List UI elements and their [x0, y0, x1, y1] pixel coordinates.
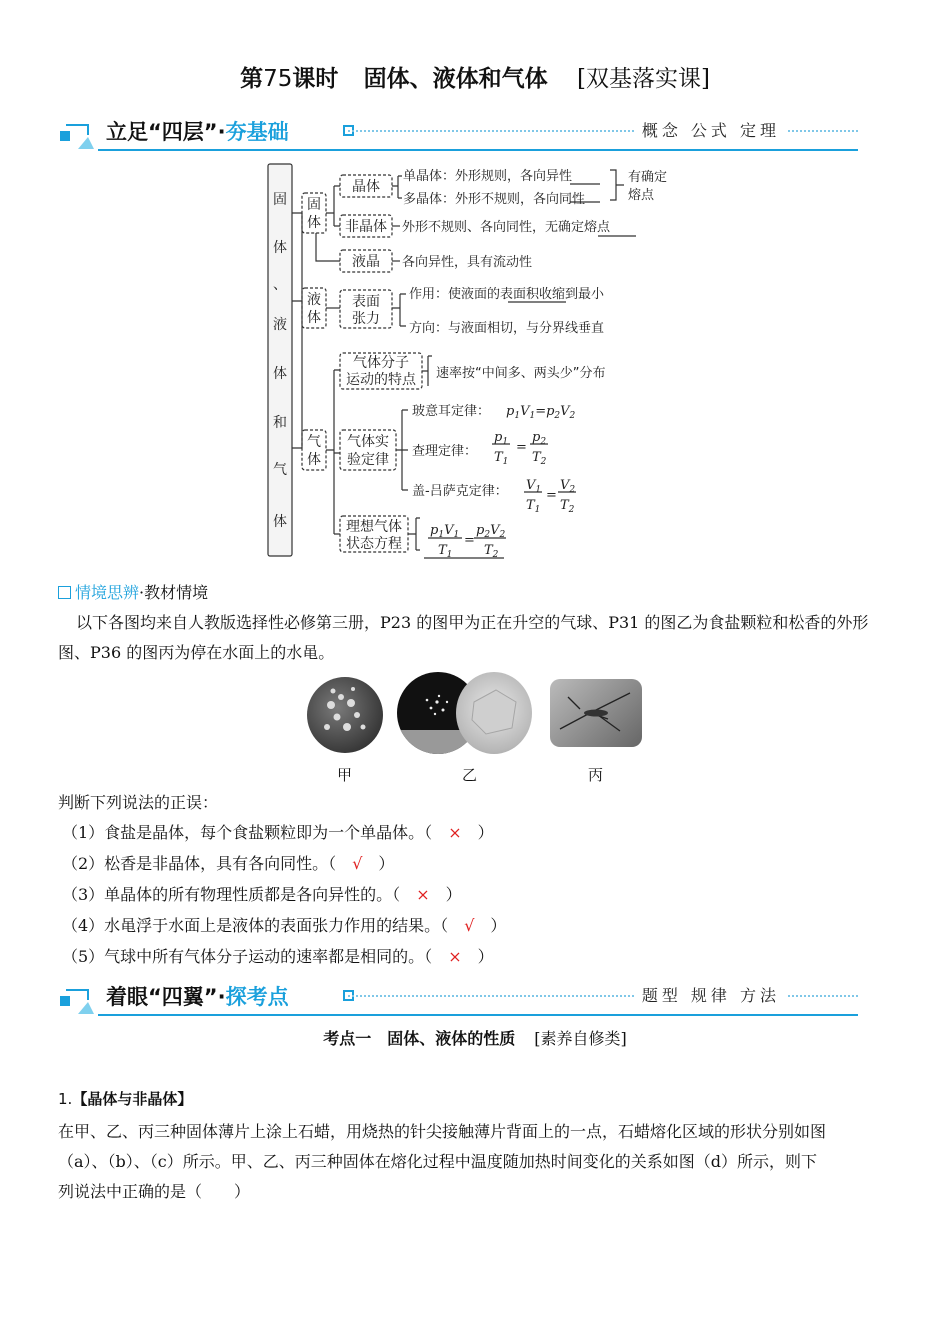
svg-text:=: = [546, 488, 557, 503]
caption-c: 丙 [588, 766, 604, 784]
banner-logo-icon [58, 121, 98, 151]
liquid-crystal-label: 液晶 [352, 254, 380, 270]
context-heading: 情境思辨·教材情境 [58, 580, 208, 603]
gay-lussac-law: 盖-吕萨克定律： [412, 484, 508, 499]
surface-tension-label: 张力 [352, 311, 380, 327]
kaodian-title: 考点一 固体、液体的性质 [素养自修类] [323, 1029, 627, 1048]
root-char: 液 [273, 317, 287, 333]
judge-prompt: 判断下列说法的正误： [58, 793, 219, 812]
solid-label-1: 固 [307, 197, 321, 213]
answer-mark: √ [464, 916, 475, 935]
svg-text:T1: $T_1$ [526, 498, 541, 515]
question-line: （a）、（b）、（c）所示。甲、乙、丙三种固体在熔化过程中温度随加热时间变化的关系如图（d）所示，则下 [58, 1152, 817, 1171]
svg-text:T2: $T_2$ [560, 498, 575, 515]
liquid-crystal-desc: 各向异性，具有流动性 [402, 255, 533, 270]
surface-tension-direction: 方向：与液面相切，与分界线垂直 [409, 321, 605, 336]
question-line: 列说法中正确的是（ ） [58, 1182, 251, 1201]
crystal-label: 晶体 [352, 179, 380, 195]
charles-law: 查理定律： [412, 444, 478, 459]
amorphous-desc: 外形不规则、各向同性，无确定熔点 [402, 220, 611, 235]
boyle-law: 玻意耳定律： [412, 404, 491, 419]
answer-mark: × [416, 885, 430, 904]
judgement-item: （4）水黾浮于水面上是液体的表面张力作用的结果。（ √ ） [62, 916, 507, 935]
svg-text:=: = [464, 533, 475, 548]
boyle-formula: $p_1V_1=p_2V_2$ [506, 404, 576, 421]
gay-lussac-formula: $V_1$ [526, 478, 542, 495]
single-crystal-text: 单晶体：外形规则，各向异性 [403, 169, 573, 184]
page-title: 第75课时 固体、液体和气体 [双基落实课] [240, 66, 710, 92]
caption-a: 甲 [337, 766, 353, 784]
section-title: 着眼“四翼”·探考点 [106, 985, 289, 1009]
liquid-label-1: 液 [307, 292, 321, 308]
ideal-gas-label: 理想气体 [346, 519, 402, 535]
root-char: 体 [273, 366, 287, 382]
root-char: 固 [273, 192, 287, 208]
balloon-picture [307, 677, 383, 753]
svg-text:T2: $T_2$ [484, 543, 499, 560]
gas-motion-label: 气体分子 [353, 355, 409, 371]
answer-mark: × [448, 823, 462, 842]
poly-crystal-text: 多晶体：外形不规则，各向同性 [403, 192, 586, 207]
ideal-gas-formula: $p_1V_1$ [430, 523, 460, 540]
section-title: 立足“四层”·夯基础 [106, 120, 289, 144]
caption-b: 乙 [462, 766, 478, 784]
melting-point-text: 有确定 [628, 170, 668, 185]
svg-text:T2: $T_2$ [532, 450, 547, 467]
judgement-item: （2）松香是非晶体，具有各向同性。（ √ ） [62, 854, 395, 873]
context-intro: 以下各图均来自人教版选择性必修第三册，P23 的图甲为正在升空的气球、P31 的图乙为食盐颗粒和松香的外形图、P36 的图丙为停在水面上的水黾。 [58, 613, 869, 662]
liquid-label-2: 体 [307, 310, 321, 326]
answer-mark: × [448, 947, 462, 966]
svg-text:p2V2: $p_2V_2$ [476, 523, 506, 540]
section-banner-basics [58, 115, 858, 151]
section-banner-exam [58, 980, 858, 1016]
melting-point-text: 熔点 [628, 188, 655, 203]
svg-text:V2: $V_2$ [560, 478, 576, 495]
judgement-item: （1）食盐是晶体，每个食盐颗粒即为一个单晶体。（ × ） [62, 823, 494, 842]
ideal-gas-label: 状态方程 [346, 536, 402, 552]
water-strider-picture [550, 679, 642, 747]
root-char: 气 [273, 462, 287, 478]
judgement-item: （3）单晶体的所有物理性质都是各向异性的。（ × ） [62, 885, 462, 904]
svg-text:=: = [516, 440, 527, 455]
gas-law-label: 验定律 [347, 452, 389, 468]
section-keywords: 概念 公式 定理 [634, 118, 788, 141]
gas-label-1: 气 [307, 434, 321, 450]
section-keywords: 题型 规律 方法 [634, 983, 788, 1006]
svg-text:T1: $T_1$ [494, 450, 509, 467]
root-char: 体 [273, 240, 287, 256]
checkbox-icon [58, 586, 71, 599]
svg-text:p2: $p_2$ [532, 430, 547, 447]
root-char: 体 [273, 514, 287, 530]
gas-motion-desc: 速率按“中间多、两头少”分布 [436, 366, 606, 381]
gas-motion-label: 运动的特点 [346, 372, 416, 388]
surface-tension-effect: 作用：使液面的表面积收缩到最小 [409, 287, 605, 302]
judgement-item: （5）气球中所有气体分子运动的速率都是相同的。（ × ） [62, 947, 494, 966]
root-box [268, 164, 292, 556]
charles-formula: $p_1$ [494, 430, 509, 447]
question-title: 1.【晶体与非晶体】 [58, 1090, 193, 1108]
gas-label-2: 体 [307, 452, 321, 468]
banner-logo-icon [58, 986, 98, 1016]
root-char: 、 [273, 277, 287, 293]
answer-mark: √ [352, 854, 363, 873]
rosin-picture [456, 672, 532, 754]
amorphous-label: 非晶体 [345, 219, 387, 235]
svg-text:T1: $T_1$ [438, 543, 453, 560]
knowledge-mindmap [260, 158, 700, 563]
solid-label-2: 体 [307, 215, 321, 231]
root-char: 和 [273, 415, 287, 431]
gas-law-label: 气体实 [347, 434, 389, 450]
surface-tension-label: 表面 [352, 294, 380, 310]
question-line: 在甲、乙、丙三种固体薄片上涂上石蜡，用烧热的针尖接触薄片背面上的一点，石蜡熔化区域的形状分别如图 [58, 1122, 827, 1141]
